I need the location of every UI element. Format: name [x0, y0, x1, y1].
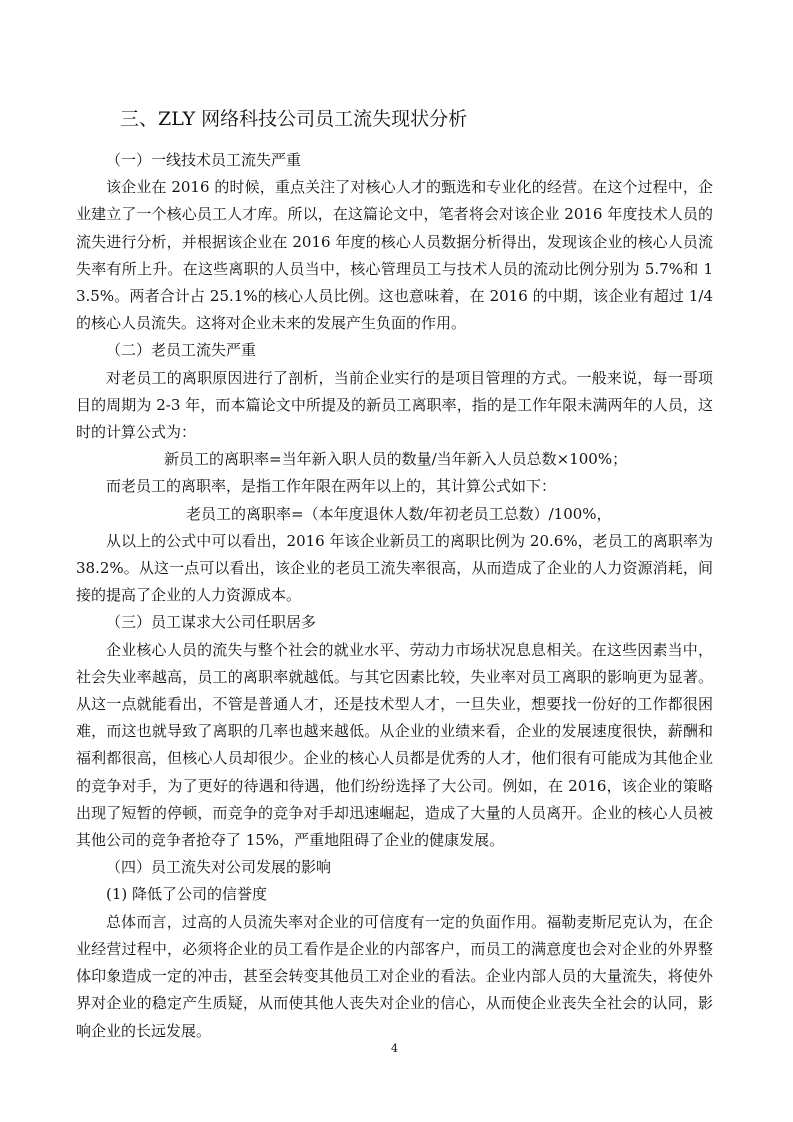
paragraph-senior-turnover-intro: 对老员工的离职原因进行了剖析，当前企业实行的是项目管理的方式。一般来说，每一哥项目的周期为 2-3 年，而本篇论文中所提及的新员工离职率，指的是工作年限未满两年的人员，这时的计算公式为： [76, 368, 713, 442]
subsection-heading-2: （二）老员工流失严重 [106, 341, 257, 360]
document-body [76, 147, 713, 1045]
subsection-heading-3: （三）员工谋求大公司任职居多 [106, 613, 317, 632]
subsubsection-heading-credibility: (1) 降低了公司的信誉度 [106, 885, 268, 904]
subsection-heading-4: （四）员工流失对公司发展的影响 [106, 858, 332, 877]
paragraph-turnover-conclusion: 从以上的公式中可以看出，2016 年该企业新员工的离职比例为 20.6%，老员工的离职率为 38.2%。从这一点可以看出，该企业的老员工流失率很高，从而造成了企业的人力资源消耗，间接的提高了企业的人力资源成本。 [76, 531, 713, 605]
paragraph-senior-rate-definition: 而老员工的离职率，是指工作年限在两年以上的，其计算公式如下： [106, 477, 557, 496]
formula-new-employee-rate: 新员工的离职率=当年新入职人员的数量/当年新入人员总数×100%； [164, 450, 628, 469]
paragraph-frontline-turnover: 该企业在 2016 的时候，重点关注了对核心人才的甄选和专业化的经营。在这个过程中，企业建立了一个核心员工人才库。所以，在这篇论文中，笔者将会对该企业 2016 年度技术人员的流失进行分析，并根据该企业在 2016 年度的核心人员数据分析得出，发现该企业的核心人员流失率有所上升。在这些离职的人员当中，核心管理员工与技术人员的流动比例分别为 5.7%和 13.5%。两者合计占 25.1%的核心人员比例。这也意味着，在 2016 的中期，该企业有超过 1/4 的核心人员流失。这将对企业未来的发展产生负面的作用。 [76, 178, 713, 333]
formula-senior-employee-rate: 老员工的离职率=（本年度退休人数/年初老员工总数）/100%， [186, 504, 612, 523]
paragraph-large-company-preference: 企业核心人员的流失与整个社会的就业水平、劳动力市场状况息息相关。在这些因素当中，社会失业率越高，员工的离职率就越低。与其它因素比较，失业率对员工离职的影响更为显著。从这一点就能看出，不管是普通人才，还是技术型人才，一旦失业，想要找一份好的工作都很困难，而这也就导致了离职的几率也越来越低。从企业的业绩来看，企业的发展速度很快，薪酬和福利都很高，但核心人员却很少。企业的核心人员都是优秀的人才，他们很有可能成为其他企业的竞争对手，为了更好的待遇和待遇，他们纷纷选择了大公司。例如，在 2016，该企业的策略出现了短暂的停顿，而竞争的竞争对手却迅速崛起，造成了大量的人员离开。企业的核心人员被其他公司的竞争者抢夺了 15%，严重地阻碍了企业的健康发展。 [76, 640, 713, 850]
document-page [76, 0, 713, 1122]
section-title: 三、ZLY 网络科技公司员工流失现状分析 [120, 107, 468, 130]
page-number: 4 [391, 1042, 398, 1055]
subsection-heading-1: （一）一线技术员工流失严重 [106, 151, 302, 169]
paragraph-credibility-impact: 总体而言，过高的人员流失率对企业的可信度有一定的负面作用。福勒麦斯尼克认为，在企业经营过程中，必须将企业的员工看作是企业的内部客户，而员工的满意度也会对企业的外界整体印象造成一定的冲击，甚至会转变其他员工对企业的看法。企业内部人员的大量流失，将使外界对企业的稳定产生质疑，从而使其他人丧失对企业的信心，从而使企业丧失全社会的认同，影响企业的长远发展。 [76, 912, 713, 1040]
